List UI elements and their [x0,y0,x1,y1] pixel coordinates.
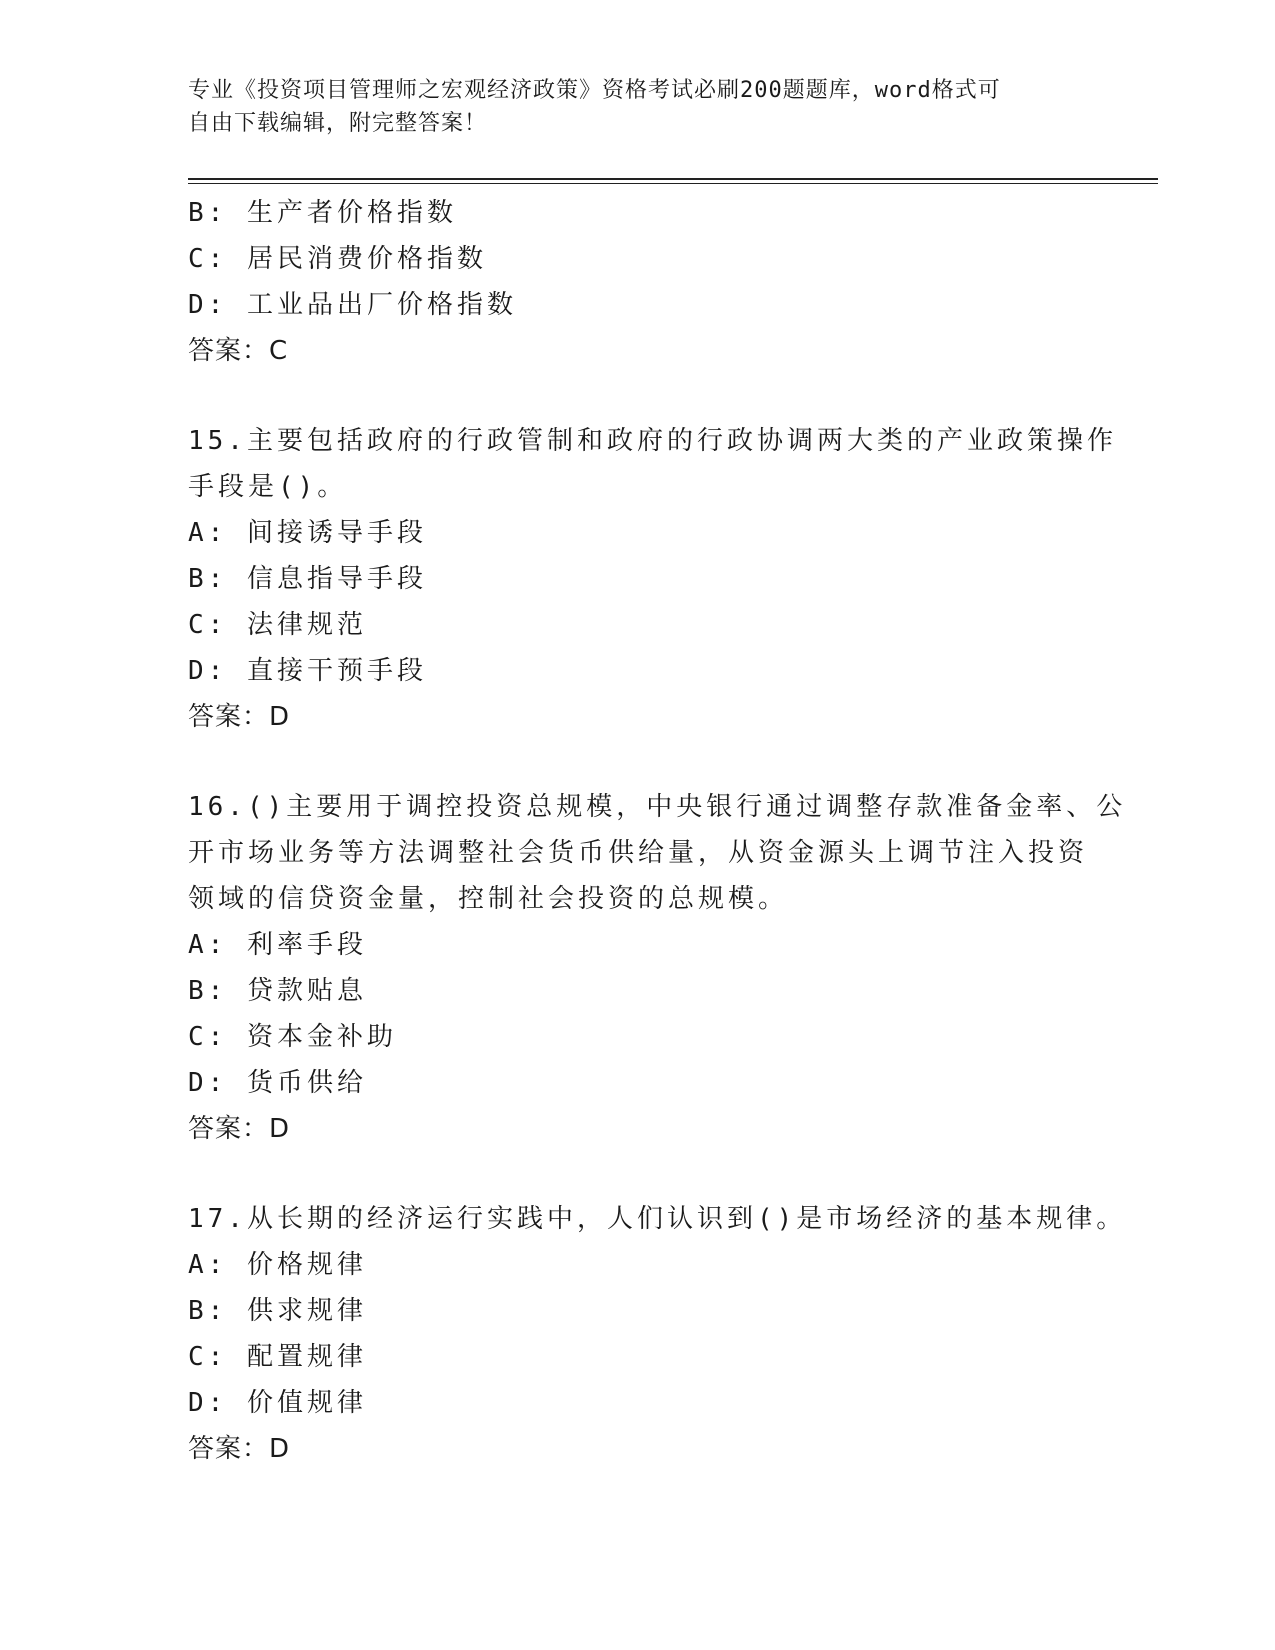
answer: 答案：C [188,336,289,366]
option-b: B: 信息指导手段 [188,564,427,594]
option-d: D: 工业品出厂价格指数 [188,290,517,320]
question-stem-line: 手段是()。 [188,472,348,502]
option-a: A: 价格规律 [188,1250,367,1280]
option-d: D: 直接干预手段 [188,656,427,686]
question-14 [188,190,1088,374]
question-16 [188,784,1127,1152]
spacer [188,374,1088,418]
header-line-1: 专业《投资项目管理师之宏观经济政策》资格考试必刷200题题库，word格式可 [188,78,1001,103]
option-b: B: 贷款贴息 [188,976,367,1006]
option-c: C: 法律规范 [188,610,367,640]
question-list [188,190,1127,1472]
question-stem-line: 开市场业务等方法调整社会货币供给量，从资金源头上调节注入投资 [188,838,1089,868]
question-17 [188,1196,1127,1472]
option-c: C: 配置规律 [188,1342,367,1372]
question-stem-line: 16.()主要用于调控投资总规模，中央银行通过调整存款准备金率、公 [188,792,1127,822]
document-header [188,74,1068,140]
answer: 答案：D [188,702,291,732]
header-rule-thin [188,183,1158,184]
question-stem-line: 17.从长期的经济运行实践中，人们认识到()是市场经济的基本规律。 [188,1204,1127,1234]
option-d: D: 价值规律 [188,1388,367,1418]
answer: 答案：D [188,1114,291,1144]
option-b: B: 供求规律 [188,1296,367,1326]
question-stem-line: 领域的信贷资金量，控制社会投资的总规模。 [188,884,789,914]
option-c: C: 居民消费价格指数 [188,244,487,274]
option-a: A: 利率手段 [188,930,367,960]
spacer [188,740,1088,784]
option-a: A: 间接诱导手段 [188,518,427,548]
question-stem-line: 15.主要包括政府的行政管制和政府的行政协调两大类的产业政策操作 [188,426,1117,456]
header-rule-thick [188,178,1158,180]
question-15 [188,418,1117,740]
answer: 答案：D [188,1434,291,1464]
option-d: D: 货币供给 [188,1068,367,1098]
header-line-2: 自由下载编辑，附完整答案！ [188,111,488,136]
spacer [188,1152,1088,1196]
option-c: C: 资本金补助 [188,1022,397,1052]
option-b: B: 生产者价格指数 [188,198,457,228]
